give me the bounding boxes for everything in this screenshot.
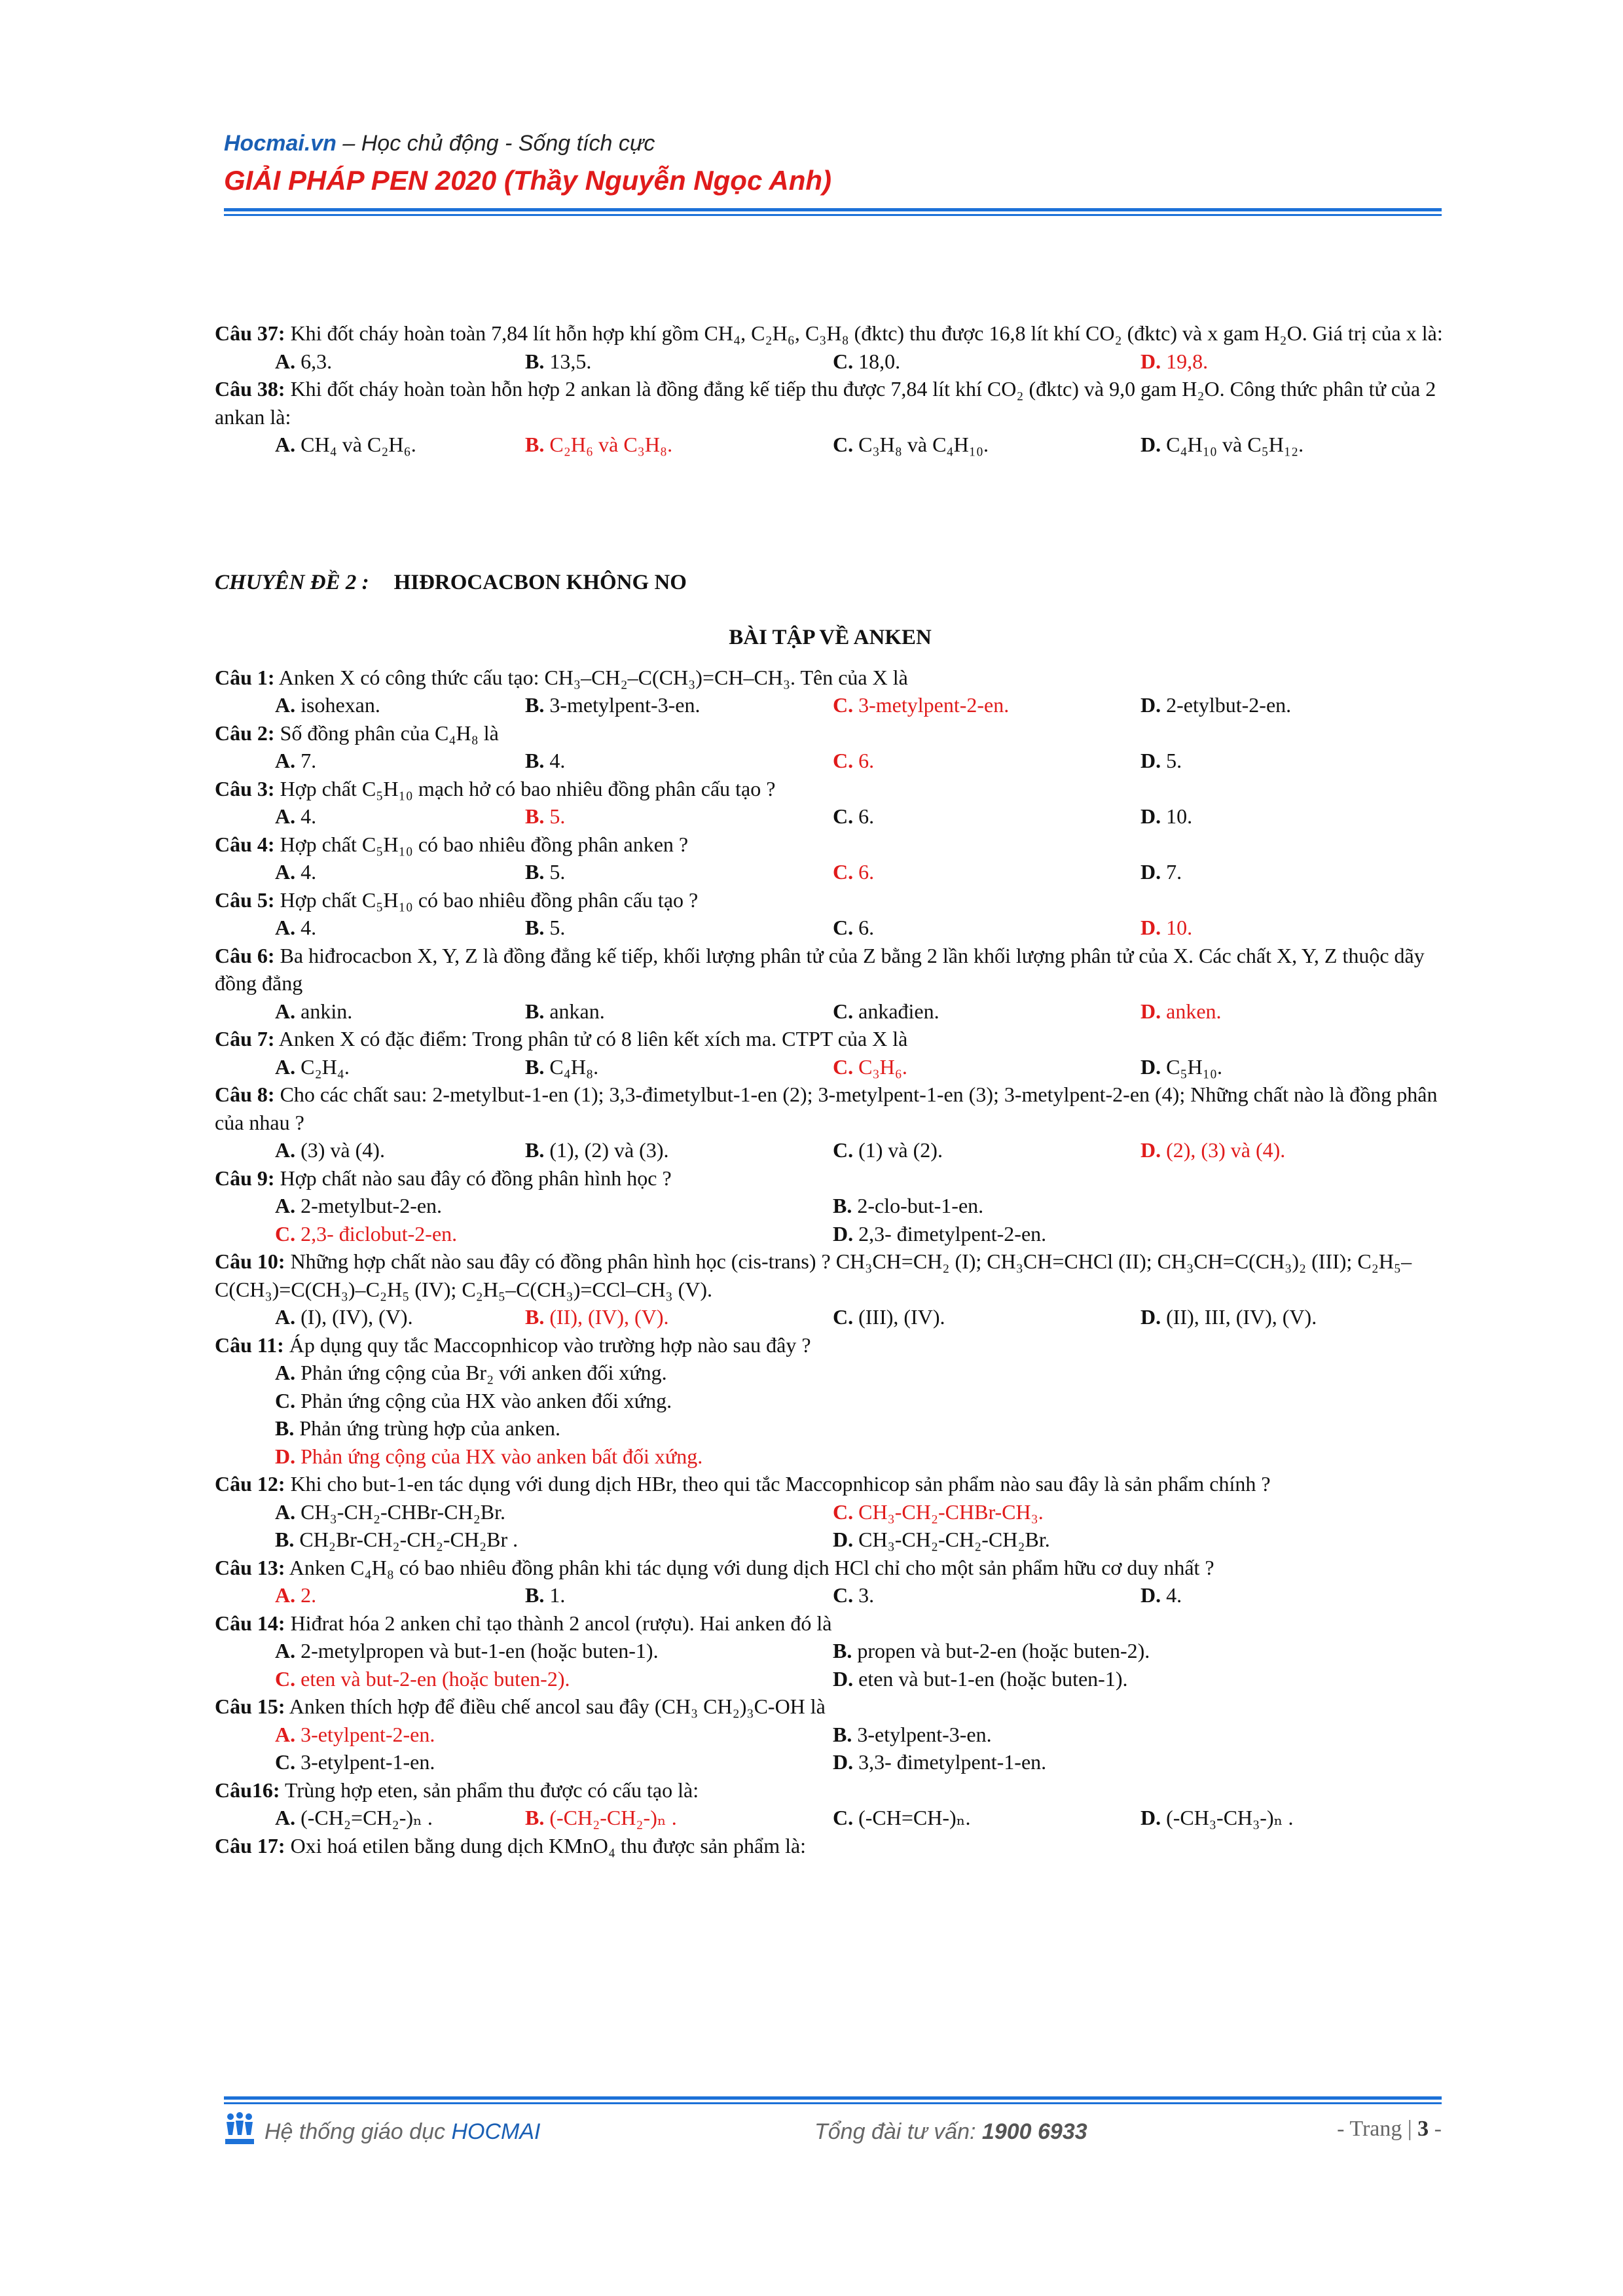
option-c-answer: C. CH₃-CH₂-CHBr-CH₃. xyxy=(833,1499,1044,1524)
option-d: D. (II), III, (IV), (V). xyxy=(1140,1305,1317,1329)
option-b: B. 13,5. xyxy=(525,349,592,373)
option-c: C. (-CH=CH-)ₙ. xyxy=(833,1806,971,1829)
option-d-answer: D. Phản ứng cộng của HX vào anken bất đối xứng. xyxy=(275,1444,703,1468)
option-b: B. propen và but-2-en (hoặc buten-2). xyxy=(833,1639,1150,1662)
option-b: B. CH₂Br-CH₂-CH₂-CH₂Br . xyxy=(275,1528,519,1551)
section-title: BÀI TẬP VỀ ANKEN xyxy=(729,626,932,649)
question-38: Câu 38: Khi đốt cháy hoàn toàn hỗn hợp 2 ankan là đồng đẳng kế tiếp thu được 7,84 lít khí CO₂ (đktc) và 9,0 gam H₂O. Công thức phân tử của 2 ankan là: xyxy=(215,377,1436,429)
options-15-row2 xyxy=(215,1748,1446,1776)
header-rule xyxy=(224,208,1442,216)
option-row xyxy=(215,1414,1446,1443)
option-a-answer: A. 2. xyxy=(275,1583,317,1607)
option-c: C. (1) và (2). xyxy=(833,1138,943,1162)
option-d: D. C₄H₁₀ và C₅H₁₂. xyxy=(1140,433,1304,456)
option-b: B. (1), (2) và (3). xyxy=(525,1138,669,1162)
options-15-row1 xyxy=(215,1721,1446,1749)
option-d: D. 10. xyxy=(1140,804,1193,828)
hocmai-logo-icon xyxy=(224,2111,255,2148)
page-header xyxy=(224,131,1442,196)
option-c-answer: C. C₃H₆. xyxy=(833,1054,907,1079)
options-5 xyxy=(215,914,1446,942)
options-9-row1 xyxy=(215,1192,1446,1220)
footer-hotline: Tổng đài tư vấn: 1900 6933 xyxy=(814,2119,1087,2144)
option-b-answer: B. (-CH₂-CH₂-)ₙ . xyxy=(525,1806,677,1829)
slogan: – Học chủ động - Sống tích cực xyxy=(336,131,655,156)
option-a: A. 6,3. xyxy=(275,349,333,373)
option-b: B. 5. xyxy=(525,860,566,884)
option-d-answer: D. 10. xyxy=(1140,916,1193,939)
option-c: C. 18,0. xyxy=(833,349,901,373)
options-2 xyxy=(215,747,1446,775)
option-d-answer: D. 19,8. xyxy=(1140,349,1209,373)
option-c: C. 3-etylpent-1-en. xyxy=(275,1750,435,1774)
options-9-row2 xyxy=(215,1220,1446,1248)
question-17: Câu 17: Oxi hoá etilen bằng dung dịch KMnO₄ thu được sản phẩm là: xyxy=(215,1833,807,1857)
option-b: B. 2-clo-but-1-en. xyxy=(833,1194,984,1217)
option-a: A. ankin. xyxy=(275,999,353,1023)
footer-rule xyxy=(224,2096,1442,2104)
option-c: C. ankađien. xyxy=(833,999,939,1023)
option-b: B. 3-metylpent-3-en. xyxy=(525,693,701,717)
question-37: Câu 37: Khi đốt cháy hoàn toàn 7,84 lít hỗn hợp khí gồm CH₄, C₂H₆, C₃H₈ (đktc) thu được 16,8 lít khí CO₂ (đktc) và x gam H₂O. Giá trị của x là: xyxy=(215,321,1443,345)
option-d: D. eten và but-1-en (hoặc buten-1). xyxy=(833,1666,1128,1691)
option-d: D. 5. xyxy=(1140,749,1182,772)
option-d: D. 3,3- đimetylpent-1-en. xyxy=(833,1750,1047,1774)
brand-name: Hocmai.vn xyxy=(224,131,337,156)
option-a: A. 2-metylpropen và but-1-en (hoặc buten-1). xyxy=(275,1639,659,1662)
topic-heading: CHUYÊN ĐỀ 2 : HIĐROCACBON KHÔNG NO xyxy=(215,570,687,594)
options-37 xyxy=(215,348,1446,376)
page-footer xyxy=(224,2114,1442,2153)
options-13 xyxy=(215,1581,1446,1609)
option-b: B. 5. xyxy=(525,916,566,939)
options-7 xyxy=(215,1053,1446,1081)
footer-system: Hệ thống giáo dục HOCMAI xyxy=(264,2119,541,2144)
page-content xyxy=(215,313,1446,1859)
question-6: Câu 6: Ba hiđrocacbon X, Y, Z là đồng đẳng kế tiếp, khối lượng phân tử của Z bằng 2 lần khối lượng phân tử của X. Các chất X, Y, Z thuộc dãy đồng đẳng xyxy=(215,943,1425,995)
option-c: C. 3. xyxy=(833,1583,875,1607)
question-5: Câu 5: Hợp chất C₅H₁₀ có bao nhiêu đồng phân cấu tạo ? xyxy=(215,888,699,912)
option-b: B. 1. xyxy=(525,1583,566,1607)
option-c: C. (III), (IV). xyxy=(833,1305,945,1329)
option-b: B. 3-etylpent-3-en. xyxy=(833,1722,992,1746)
option-b-answer: B. C₂H₆ và C₃H₈. xyxy=(525,433,673,456)
question-16: Câu16: Trùng hợp eten, sản phẩm thu được có cấu tạo là: xyxy=(215,1778,699,1802)
option-d: D. 2,3- đimetylpent-2-en. xyxy=(833,1221,1047,1246)
option-a: A. (3) và (4). xyxy=(275,1138,385,1162)
question-3: Câu 3: Hợp chất C₅H₁₀ mạch hở có bao nhiêu đồng phân cấu tạo ? xyxy=(215,776,776,800)
option-a: A. 7. xyxy=(275,749,317,772)
option-a: A. (-CH₂=CH₂-)ₙ . xyxy=(275,1806,433,1829)
option-b-answer: B. 5. xyxy=(525,804,566,828)
option-d-answer: D. anken. xyxy=(1140,999,1222,1023)
option-c: C. 6. xyxy=(833,804,875,828)
option-c: C. 6. xyxy=(833,916,875,939)
option-b: B. C₄H₈. xyxy=(525,1054,599,1079)
option-b: B. Phản ứng trùng hợp của anken. xyxy=(275,1416,560,1440)
option-b: B. ankan. xyxy=(525,999,605,1023)
option-a: A. (I), (IV), (V). xyxy=(275,1305,413,1329)
option-b: B. 4. xyxy=(525,749,566,772)
options-1 xyxy=(215,691,1446,719)
option-d: D. CH₃-CH₂-CH₂-CH₂Br. xyxy=(833,1528,1050,1551)
question-11: Câu 11: Áp dụng quy tắc Maccopnhicop vào trường hợp nào sau đây ? xyxy=(215,1333,811,1357)
options-12-row2 xyxy=(215,1526,1446,1554)
option-c-answer: C. 2,3- điclobut-2-en. xyxy=(275,1221,458,1246)
question-8: Câu 8: Cho các chất sau: 2-metylbut-1-en (1); 3,3-đimetylbut-1-en (2); 3-metylpent-1-en (3); 3-metylpent-2-en (4); Những chất nào là đồng phân của nhau ? xyxy=(215,1083,1438,1134)
options-16 xyxy=(215,1804,1446,1832)
question-14: Câu 14: Hiđrat hóa 2 anken chỉ tạo thành 2 ancol (rượu). Hai anken đó là xyxy=(215,1611,832,1635)
option-row xyxy=(215,1359,1446,1387)
option-a: A. isohexan. xyxy=(275,693,380,717)
question-7: Câu 7: Anken X có đặc điểm: Trong phân tử có 8 liên kết xích ma. CTPT của X là xyxy=(215,1027,908,1050)
option-b-answer: B. (II), (IV), (V). xyxy=(525,1305,669,1329)
options-12-row1 xyxy=(215,1498,1446,1526)
option-d-answer: D. (2), (3) và (4). xyxy=(1140,1138,1286,1162)
question-2: Câu 2: Số đồng phân của C₄H₈ là xyxy=(215,721,499,745)
question-4: Câu 4: Hợp chất C₅H₁₀ có bao nhiêu đồng phân anken ? xyxy=(215,832,689,856)
option-a: A. 4. xyxy=(275,916,317,939)
question-9: Câu 9: Hợp chất nào sau đây có đồng phân hình học ? xyxy=(215,1166,672,1190)
option-d: D. 2-etylbut-2-en. xyxy=(1140,693,1292,717)
option-c-answer: C. 3-metylpent-2-en. xyxy=(833,693,1010,717)
options-4 xyxy=(215,858,1446,886)
question-10: Câu 10: Những hợp chất nào sau đây có đồng phân hình học (cis-trans) ? CH₃CH=CH₂ (I); CH₃CH=CHCl (II); CH₃CH=C(CH₃)₂ (III); C₂H₅–C(CH₃)=C(CH₃)–C₂H₅ (IV); C₂H₅–C(CH₃)=CCl–CH₃ (V). xyxy=(215,1249,1412,1301)
option-c-answer: C. eten và but-2-en (hoặc buten-2). xyxy=(275,1666,570,1691)
question-15: Câu 15: Anken thích hợp để điều chế ancol sau đây (CH₃ CH₂)₃C-OH là xyxy=(215,1695,826,1718)
page-number: - Trang | 3 - xyxy=(1337,2117,1442,2141)
brand-line xyxy=(224,131,1442,162)
options-6 xyxy=(215,997,1446,1026)
option-c: C. Phản ứng cộng của HX vào anken đối xứng. xyxy=(275,1388,672,1412)
options-38 xyxy=(215,431,1446,459)
option-a: A. 4. xyxy=(275,804,317,828)
option-d: D. (-CH₃-CH₃-)ₙ . xyxy=(1140,1806,1294,1829)
question-12: Câu 12: Khi cho but-1-en tác dụng với dung dịch HBr, theo qui tắc Maccopnhicop sản phẩm nào sau đây là sản phẩm chính ? xyxy=(215,1472,1271,1496)
question-13: Câu 13: Anken C₄H₈ có bao nhiêu đồng phân khi tác dụng với dung dịch HCl chỉ cho một sản phẩm hữu cơ duy nhất ? xyxy=(215,1555,1214,1579)
options-14-row1 xyxy=(215,1637,1446,1665)
options-3 xyxy=(215,802,1446,831)
question-1: Câu 1: Anken X có công thức cấu tạo: CH₃–CH₂–C(CH₃)=CH–CH₃. Tên của X là xyxy=(215,665,908,689)
option-a: A. Phản ứng cộng của Br₂ với anken đối xứng. xyxy=(275,1361,667,1384)
option-a: A. CH₃-CH₂-CHBr-CH₂Br. xyxy=(275,1499,505,1524)
option-a: A. C₂H₄. xyxy=(275,1054,350,1079)
option-a: A. 2-metylbut-2-en. xyxy=(275,1194,443,1217)
option-a: A. 4. xyxy=(275,860,317,884)
option-row xyxy=(215,1387,1446,1415)
option-c: C. C₃H₈ và C₄H₁₀. xyxy=(833,433,989,456)
options-10 xyxy=(215,1303,1446,1331)
cut-off-line xyxy=(215,313,1446,319)
options-8 xyxy=(215,1136,1446,1164)
option-d: D. 7. xyxy=(1140,860,1182,884)
option-c-answer: C. 6. xyxy=(833,749,875,772)
option-d: D. C₅H₁₀. xyxy=(1140,1054,1223,1079)
options-14-row2 xyxy=(215,1665,1446,1693)
option-a-answer: A. 3-etylpent-2-en. xyxy=(275,1722,435,1746)
course-title: GIẢI PHÁP PEN 2020 (Thầy Nguyễn Ngọc Anh) xyxy=(224,165,832,196)
option-row xyxy=(215,1443,1446,1471)
option-d: D. 4. xyxy=(1140,1583,1182,1607)
option-a: A. CH₄ và C₂H₆. xyxy=(275,433,416,456)
option-c-answer: C. 6. xyxy=(833,860,875,884)
